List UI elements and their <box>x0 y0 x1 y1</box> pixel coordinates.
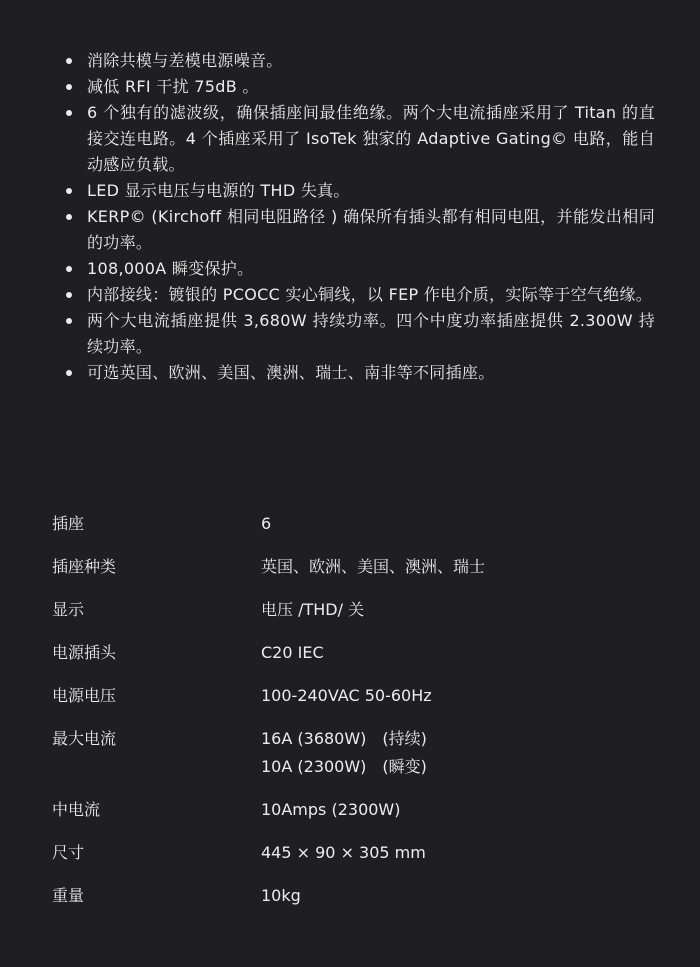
feature-text: LED 显示电压与电源的 THD 失真。 <box>87 181 350 200</box>
spec-label: 中电流 <box>52 800 101 819</box>
spec-value: C20 IEC <box>261 643 324 662</box>
spec-label: 电源电压 <box>52 686 117 705</box>
bullet-icon <box>66 58 72 64</box>
feature-text: KERP© (Kirchoff 相同电阻路径 ) 确保所有插头都有相同电阻，并能发出相同的功率。 <box>87 207 655 252</box>
spec-label: 插座 <box>52 514 85 533</box>
spec-values <box>261 510 652 538</box>
feature-text: 内部接线：镀银的 PCOCC 实心铜线，以 FEP 作电介质，实际等于空气绝缘。 <box>87 285 653 304</box>
bullet-icon <box>66 292 72 298</box>
bullet-icon <box>66 318 72 324</box>
spec-value: 10kg <box>261 886 301 905</box>
spec-values <box>261 796 652 824</box>
spec-label: 插座种类 <box>52 557 117 576</box>
spec-values <box>261 725 652 781</box>
bullet-icon <box>66 266 72 272</box>
bullet-icon <box>66 214 72 220</box>
feature-text: 两个大电流插座提供 3,680W 持续功率。四个中度功率插座提供 2.300W 持续功率。 <box>87 311 655 356</box>
bullet-icon <box>66 188 72 194</box>
feature-item <box>60 282 655 308</box>
spec-values <box>261 839 652 867</box>
spec-label: 电源插头 <box>52 643 117 662</box>
feature-item <box>60 178 655 204</box>
spec-row-mid-current <box>52 796 652 824</box>
spec-value: 6 <box>261 514 272 533</box>
feature-item <box>60 256 655 282</box>
spec-values <box>261 639 652 667</box>
feature-item <box>60 204 655 256</box>
feature-text: 108,000A 瞬变保护。 <box>87 259 254 278</box>
spec-values <box>261 682 652 710</box>
spec-row-display <box>52 596 652 624</box>
feature-item <box>60 48 655 74</box>
spec-value: 445 × 90 × 305 mm <box>261 843 426 862</box>
spec-row-weight <box>52 882 652 910</box>
feature-list <box>60 48 655 386</box>
spec-values <box>261 596 652 624</box>
bullet-icon <box>66 84 72 90</box>
spec-label: 尺寸 <box>52 843 85 862</box>
feature-item <box>60 74 655 100</box>
spec-value: 10Amps (2300W) <box>261 800 401 819</box>
spec-label: 重量 <box>52 886 85 905</box>
spec-value: 10A (2300W) (瞬变) <box>261 757 427 776</box>
bullet-icon <box>66 110 72 116</box>
spec-row-power-plug <box>52 639 652 667</box>
feature-text: 消除共模与差模电源噪音。 <box>87 51 283 70</box>
feature-item <box>60 360 655 386</box>
spec-values <box>261 553 652 581</box>
feature-item <box>60 100 655 178</box>
spec-values <box>261 882 652 910</box>
spec-label: 显示 <box>52 600 85 619</box>
spec-row-max-current <box>52 725 652 781</box>
feature-text: 可选英国、欧洲、美国、澳洲、瑞士、南非等不同插座。 <box>87 363 495 382</box>
spec-label: 最大电流 <box>52 729 117 748</box>
feature-text: 6 个独有的滤波级，确保插座间最佳绝缘。两个大电流插座采用了 Titan 的直接交连电路。4 个插座采用了 IsoTek 独家的 Adaptive Gating© 电路，能自动感应负载。 <box>87 103 655 174</box>
spec-value: 16A (3680W) (持续) <box>261 729 427 748</box>
spec-value: 电压 /THD/ 关 <box>261 600 365 619</box>
spec-value: 100-240VAC 50-60Hz <box>261 686 432 705</box>
feature-item <box>60 308 655 360</box>
spec-table <box>52 510 652 925</box>
spec-row-voltage <box>52 682 652 710</box>
spec-row-dimensions <box>52 839 652 867</box>
bullet-icon <box>66 370 72 376</box>
spec-row-socket-types <box>52 553 652 581</box>
spec-value: 英国、欧洲、美国、澳洲、瑞士 <box>261 557 486 576</box>
spec-row-sockets <box>52 510 652 538</box>
feature-text: 减低 RFI 干扰 75dB 。 <box>87 77 259 96</box>
